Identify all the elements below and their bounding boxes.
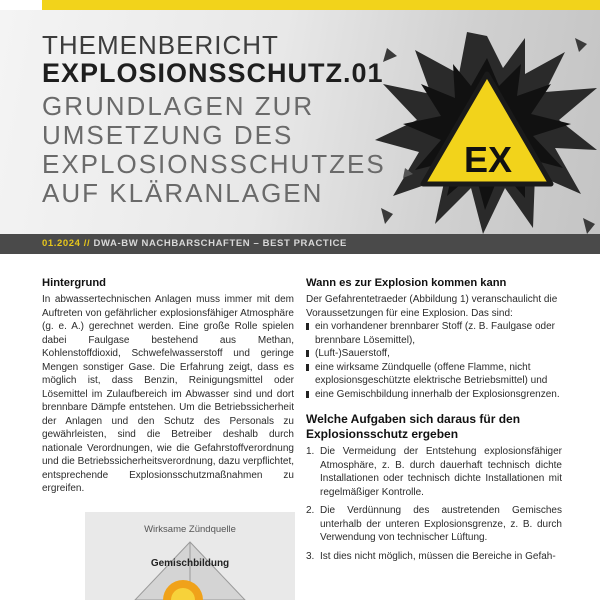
shard-shape xyxy=(583,218,595,234)
section-heading-explosion-conditions: Wann es zur Explosion kommen kann xyxy=(306,277,507,289)
list-item: eine wirksame Zündquelle (offene Flamme, nicht explosionsgeschützte elektrische Betriebsmittel) und xyxy=(306,361,562,388)
section-heading-tasks: Welche Aufgaben sich daraus für den Explosionsschutz ergeben xyxy=(306,412,521,441)
subtitle-line: AUF KLÄRANLAGEN xyxy=(42,178,324,208)
explosion-warning-graphic xyxy=(375,28,600,234)
figure-label-mixture-formation: Gemischbildung xyxy=(150,558,230,569)
shard-shape xyxy=(383,48,397,62)
top-accent-strip xyxy=(42,0,600,10)
danger-tetrahedron-figure xyxy=(85,512,295,600)
band-series: DWA-BW NACHBARSCHAFTEN xyxy=(93,238,251,249)
shard-shape xyxy=(381,208,393,224)
issue-band xyxy=(0,234,600,254)
warning-sign-text: EX xyxy=(463,139,513,180)
band-separator: // xyxy=(80,238,94,249)
report-name-title: EXPLOSIONSSCHUTZ.01 xyxy=(42,58,384,88)
section-heading-background: Hintergrund xyxy=(42,277,107,289)
conditions-intro: Der Gefahrentetraeder (Abbildung 1) veranschaulicht die Voraussetzungen für eine Explosion. Das sind: xyxy=(306,294,558,319)
hero-header xyxy=(0,10,600,234)
list-item: ein vorhandener brennbarer Stoff (z. B. Faulgase oder brennbare Lösemittel), xyxy=(306,320,562,347)
conditions-list xyxy=(306,320,562,401)
list-item: eine Gemischbildung innerhalb der Explosionsgrenzen. xyxy=(306,388,562,402)
left-column xyxy=(42,276,294,496)
subtitle-line: EXPLOSIONSSCHUTZES xyxy=(42,149,386,179)
background-paragraph: In abwassertechnischen Anlagen muss immer mit dem Auftreten von gefährlicher explosionsfähiger Atmosphäre (g. e. A.) gerechnet werden. Eine große Rolle spielen dabei Faulgase bestehend aus Methan, Kohlenstoffdioxid, Schwefelwasserstoff und geringe Mengen sonstiger Gase. Die Erfahrung zeigt, dass es möglich ist, dass Benzin, Reinigungsmittel oder Lösemittel im Zulaufbereich im Abwasser sind und dort brennbare Dämpfe entstehen. Um die Betriebssicherheit der Anlagen und den Schutz des Personals zu gewährleisten, sind die Betreiber deshalb durch nationale Verordnungen, wie die Gefahrstoffverordnung und die Betriebssicherheitsverordnung, dazu verpflichtet, entsprechende Explosionsschutzmaßnahmen zu ergreifen. xyxy=(42,294,294,494)
list-number: 1. xyxy=(306,446,315,457)
list-text: Die Verdünnung des austretenden Gemisches unterhalb der unteren Explosionsgrenze, z. B. durch Verwendung von technischer Lüftung. xyxy=(320,505,562,543)
subtitle-line: GRUNDLAGEN ZUR xyxy=(42,91,315,121)
tasks-list xyxy=(306,445,562,563)
issue-date: 01.2024 xyxy=(42,238,81,249)
list-item xyxy=(306,550,562,564)
figure-label-ignition-source: Wirksame Zündquelle xyxy=(144,524,236,535)
list-text: Ist dies nicht möglich, müssen die Bereiche in Gefah- xyxy=(320,550,556,562)
list-number: 3. xyxy=(306,550,315,562)
report-subtitle xyxy=(42,91,386,208)
report-type-title: THEMENBERICHT xyxy=(42,30,279,60)
band-topic: BEST PRACTICE xyxy=(262,238,347,249)
list-item xyxy=(306,504,562,545)
band-dash: – xyxy=(250,238,263,249)
list-item xyxy=(306,445,562,499)
subtitle-line: UMSETZUNG DES xyxy=(42,120,294,150)
list-text: Die Vermeidung der Entstehung explosionsfähiger Atmosphäre, z. B. durch dauerhaft technisch dichte Installationen oder technisch dichte Installationen mit regelmäßiger Kontrolle. xyxy=(320,446,562,498)
list-number: 2. xyxy=(306,505,315,516)
list-item: (Luft-)Sauerstoff, xyxy=(306,347,562,361)
shard-shape xyxy=(575,38,587,52)
right-column xyxy=(306,276,562,568)
